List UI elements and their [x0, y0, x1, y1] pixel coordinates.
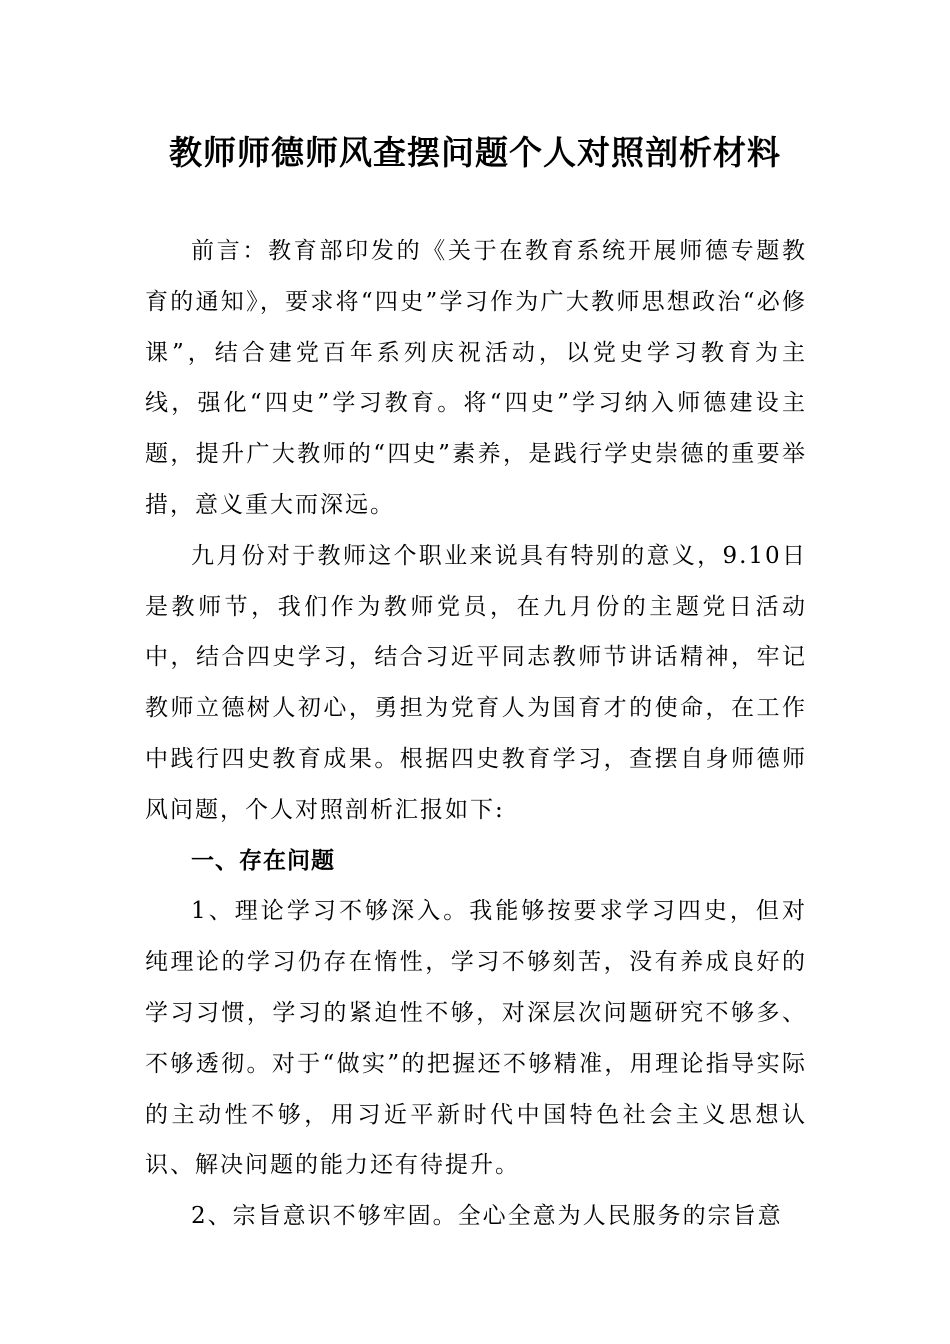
document-title: 教师师德师风查摆问题个人对照剖析材料: [169, 133, 781, 172]
problem-item-2: 2、宗旨意识不够牢固。全心全意为人民服务的宗旨意: [191, 1203, 783, 1230]
intro-paragraph: 九月份对于教师这个职业来说具有特别的意义，9.10日是教师节，我们作为教师党员，在九月份的主题党日活动中，结合四史学习，结合习近平同志教师节讲话精神，牢记教师立德树人初心，勇担为党育人为国育才的使命，在工作中践行四史教育成果。根据四史教育学习，查摆自身师德师风问题，个人对照剖析汇报如下:: [145, 542, 807, 823]
preface-paragraph: 前言：教育部印发的《关于在教育系统开展师德专题教育的通知》，要求将“四史”学习作为广大教师思想政治“必修课”，结合建党百年系列庆祝活动，以党史学习教育为主线，强化“四史”学习教育。将“四史”学习纳入师德建设主题，提升广大教师的“四史”素养，是践行学史崇德的重要举措，意义重大而深远。: [145, 238, 807, 518]
section-heading-problems: 一、存在问题: [191, 847, 335, 874]
problem-item-1: 1、理论学习不够深入。我能够按要求学习四史，但对纯理论的学习仍存在惰性，学习不够刻苦，没有养成良好的学习习惯，学习的紧迫性不够，对深层次问题研究不够多、不够透彻。对于“做实”的把握还不够精准，用理论指导实际的主动性不够，用习近平新时代中国特色社会主义思想认识、解决问题的能力还有待提升。: [145, 898, 807, 1179]
document-body: [145, 226, 807, 1242]
